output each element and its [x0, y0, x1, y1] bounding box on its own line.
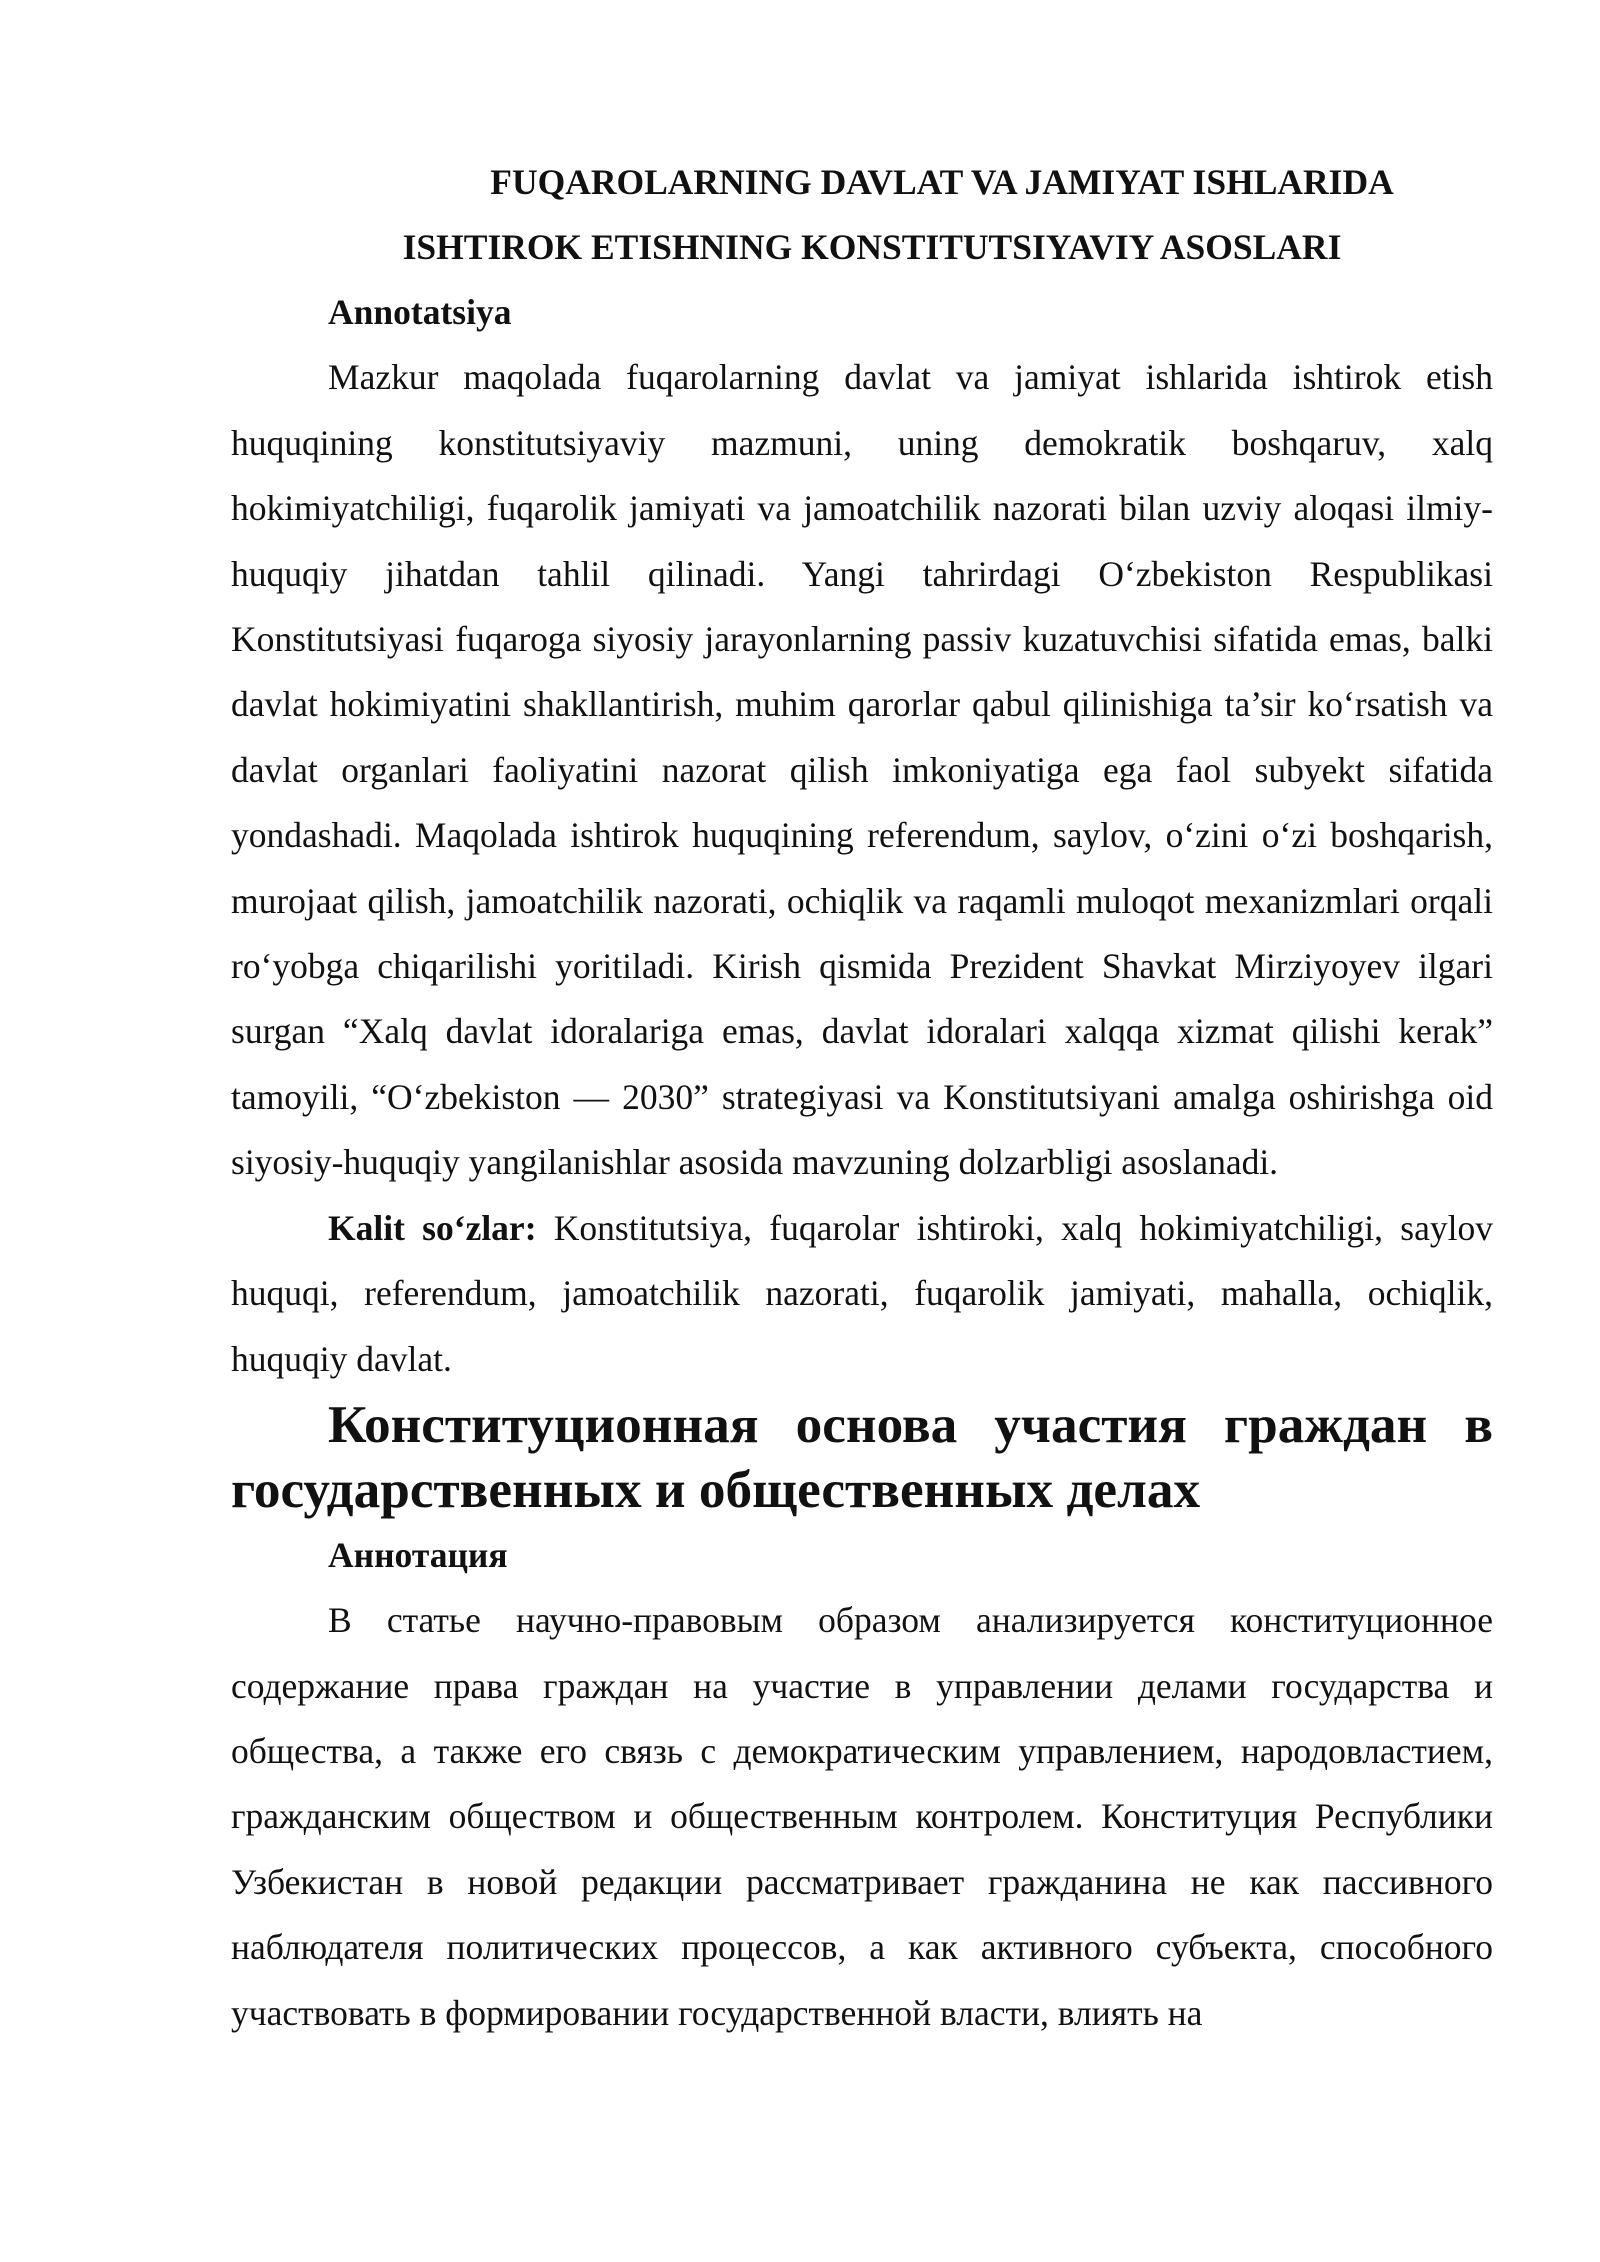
title-line-1: FUQAROLARNING DAVLAT VA JAMIYAT ISHLARIDA: [490, 162, 1394, 202]
keywords-label: Kalit so‘zlar:: [328, 1207, 537, 1248]
title-ru: Конституционная основа участия граждан в государственных и общественных делах: [231, 1394, 1493, 1520]
title-line-2: ISHTIROK ETISHNING KONSTITUTSIYAVIY ASOSLARI: [402, 227, 1342, 267]
document-title: [231, 150, 1493, 280]
annotation-text-ru: В статье научно-правовым образом анализируется конституционное содержание права граждан на участие в управлении делами государства и общества, а также его связь с демократическим управлением, народовластием, гражданским обществом и общественным контролем. Конституция Республики Узбекистан в новой редакции рассматривает гражданина не как пассивного наблюдателя политических процессов, а как активного субъекта, способного участвовать в формировании государственной власти, влиять на: [231, 1600, 1493, 2033]
document-body: [231, 150, 1493, 2046]
keywords-text: Konstitutsiya, fuqarolar ishtiroki, xalq hokimiyatchiligi, saylov huquqi, referendum, jamoatchilik nazorati, fuqarolik jamiyati, mahalla, ochiqlik, huquqiy davlat.: [231, 1207, 1493, 1379]
annotation-heading-ru: Аннотация: [328, 1534, 508, 1575]
annotation-text-uz: Mazkur maqolada fuqarolarning davlat va jamiyat ishlarida ishtirok etish huquqining konstitutsiyaviy mazmuni, uning demokratik boshqaruv, xalq hokimiyatchiligi, fuqarolik jamiyati va jamoatchilik nazorati bilan uzviy aloqasi ilmiy-huquqiy jihatdan tahlil qilinadi. Yangi tahrirdagi O‘zbekiston Respublikasi Konstitutsiyasi fuqaroga siyosiy jarayonlarning passiv kuzatuvchisi sifatida emas, balki davlat hokimiyatini shakllantirish, muhim qarorlar qabul qilinishiga ta’sir ko‘rsatish va davlat organlari faoliyatini nazorat qilish imkoniyatiga ega faol subyekt sifatida yondashadi. Maqolada ishtirok huquqining referendum, saylov, o‘zini o‘zi boshqarish, murojaat qilish, jamoatchilik nazorati, ochiqlik va raqamli muloqot mexanizmlari orqali ro‘yobga chiqarilishi yoritiladi. Kirish qismida Prezident Shavkat Mirziyoyev ilgari surgan “Xalq davlat idoralariga emas, davlat idoralari xalqqa xizmat qilishi kerak” tamoyili, “O‘zbekiston — 2030” strategiyasi va Konstitutsiyani amalga oshirishga oid siyosiy-huquqiy yangilanishlar asosida mavzuning dolzarbligi asoslanadi.: [231, 357, 1493, 1183]
annotation-heading-uz: Annotatsiya: [328, 292, 512, 332]
keywords-paragraph: [231, 1196, 1493, 1392]
